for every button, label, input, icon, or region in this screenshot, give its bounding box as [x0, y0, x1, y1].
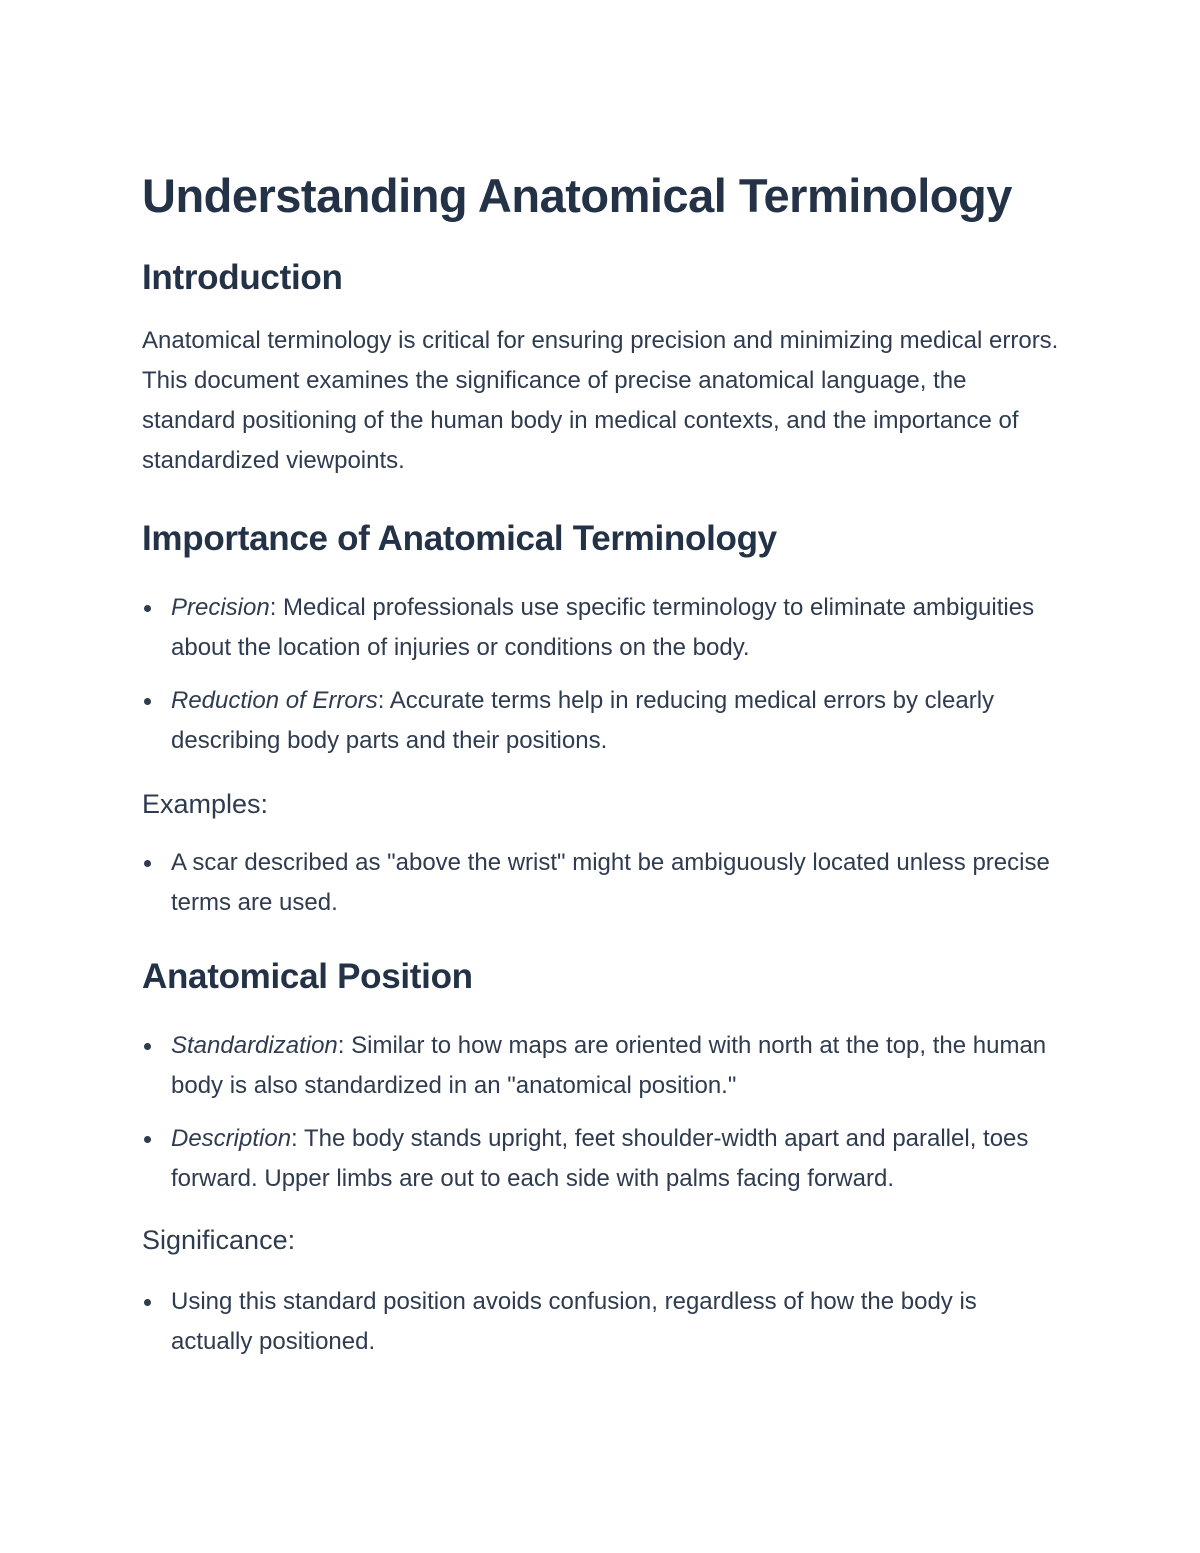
term-description: : Medical professionals use specific terminology to eliminate ambiguities about the location of injuries or conditions on the body. [171, 594, 1035, 661]
subheading-examples: Examples: [142, 789, 269, 819]
list-item [142, 1282, 1062, 1362]
bullet-icon [144, 1136, 151, 1143]
importance-list [142, 588, 1062, 761]
significance-list [142, 1282, 1062, 1362]
bullet-icon [144, 1299, 151, 1306]
bullet-icon [144, 1043, 151, 1050]
document-page [142, 168, 1062, 1362]
term-label: Standardization [171, 1032, 338, 1059]
bullet-icon [144, 698, 151, 705]
introduction-paragraph: Anatomical terminology is critical for ensuring precision and minimizing medical errors. This document examines the significance of precise anatomical language, the standard positioning of the human body in medical contexts, and the importance of standardized viewpoints. [142, 327, 1059, 474]
list-item [142, 1026, 1062, 1106]
position-list [142, 1026, 1062, 1199]
bullet-icon [144, 860, 151, 867]
subheading-significance: Significance: [142, 1225, 296, 1255]
list-item [142, 588, 1062, 668]
bullet-icon [144, 605, 151, 612]
list-item [142, 681, 1062, 761]
section-heading-importance: Importance of Anatomical Terminology [142, 519, 777, 558]
significance-text: Using this standard position avoids confusion, regardless of how the body is actually positioned. [171, 1288, 977, 1355]
example-text: A scar described as "above the wrist" might be ambiguously located unless precise terms are used. [171, 849, 1050, 916]
term-description: : Similar to how maps are oriented with north at the top, the human body is also standardized in an "anatomical position." [171, 1032, 1047, 1099]
term-description: : Accurate terms help in reducing medical errors by clearly describing body parts and their positions. [171, 687, 995, 754]
list-item [142, 1119, 1062, 1199]
section-heading-anatomical-position: Anatomical Position [142, 957, 473, 996]
term-label: Description [171, 1125, 292, 1152]
term-label: Reduction of Errors [171, 687, 378, 714]
section-heading-introduction: Introduction [142, 258, 343, 297]
document-title: Understanding Anatomical Terminology [142, 169, 1012, 222]
term-label: Precision [171, 594, 270, 621]
examples-list [142, 843, 1062, 923]
term-description: : The body stands upright, feet shoulder-width apart and parallel, toes forward. Upper limbs are out to each side with palms facing forward. [171, 1125, 1029, 1192]
list-item [142, 843, 1062, 923]
